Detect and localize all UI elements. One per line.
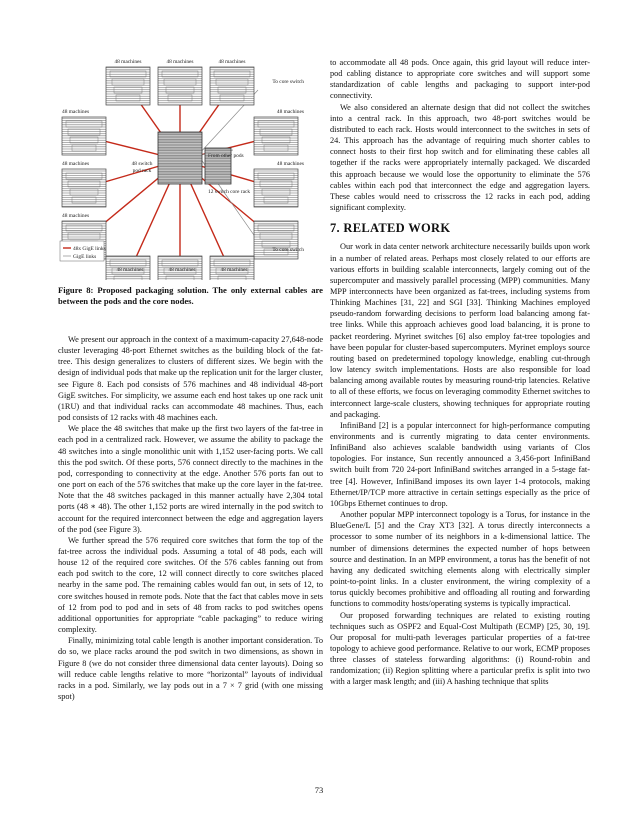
machine-rack [254,169,298,207]
paragraph: Our proposed forwarding techniques are related to existing routing techniques such as OSPF2 and Equal-Cost Multipath (ECMP) [25, 30, 19]. Our proposal for multi-path leverages particular properties of a fat-tree topology to achieve good performance. Relative to our work, ECMP proposes three classes of stateless forwarding algorithms: (i) Round-robin and randomization; (ii) Region splitting where a particular prefix is split into two with a larger mask length; and (iii) A hashing technique that splits [330,610,590,687]
paragraph: InfiniBand [2] is a popular interconnect for high-performance computing environments and is currently migrating to data center environments. InfiniBand also achieves scalable bandwidth using variants of Clos topologies. For instance, Sun recently announced a 3,456-port InfiniBand switch built from 720 24-port InfiniBand switches arranged in a 5-stage fat-tree [4]. However, InfiniBand imposes its own layer 1-4 protocols, making Ethernet/IP/TCP more attractive in certain settings especially as the price of 10Gbps Ethernet continues to drop. [330,420,590,508]
label-48-machines: 48 machines [218,59,246,65]
label-core-rack: 12 switch core rack [208,189,251,195]
label-48-machines: 48 machines [62,161,90,167]
paragraph: Another popular MPP interconnect topology is a Torus, for instance in the BlueGene/L [5] and the Cray XT3 [32]. A torus directly interconnects a processor to some number of its neighbors in a k-dimensional lattice. The number of dimensions determines the expected number of hops between source and destination. In an MPP environment, a torus has the benefit of not having any dedicated switching elements along with electrically simpler point-to-point links. In a cluster environment, the wiring complexity of a torus quickly becomes prohibitive and offloading all routing and forwarding functions to commodity hosts/operating systems is typically impractical. [330,510,590,609]
label-48-machines: 48 machines [166,59,194,65]
machine-rack [254,221,298,259]
machine-rack [254,117,298,155]
figure-caption: Figure 8: Proposed packaging solution. The only external cables are between the pods and the core nodes. [58,285,323,307]
paragraph: We place the 48 switches that make up the first two layers of the fat-tree in each pod in a centralized rack. However, we assume the ability to package the 48 switches into a single monolithic unit with 1,152 user-facing ports. We call this the pod switch. Of these ports, 576 connect directly to the machines in the pod, corresponding to connectivity at the edge. Another 576 ports fan out to one port on each of the 576 switches that make up the core layer in the fat-tree. Note that the 48 switches packaged in this manner actually have 2,304 total ports (48 ∗ 48). The other 1,152 ports are wired internally in the pod switch to account for the required interconnect between the edge and aggregation layers of the pod (see Figure 3). [58,424,323,534]
machine-rack [62,117,106,155]
paragraph: We further spread the 576 required core switches that form the top of the fat-tree across the individual pods. Assuming a total of 48 pods, each will house 12 of the required core switches. Of the 576 cables fanning out from each pod switch to the core, 12 will connect directly to core switches placed nearby in the same pod. The remaining cables would fan out, in sets of 12, to core switches housed in remote pods. Note that the fact that cables move in sets of 12 from pod to pod and in sets of 48 from racks to pod switches opens additional opportunities for appropriate “cable packaging” to reduce wiring complexity. [58,535,323,635]
right-column [330,57,590,688]
label-48-machines: 48 machines [62,213,90,219]
label-48-machines: 48 machines [168,267,196,273]
paragraph: We also considered an alternate design that did not collect the switches into a central rack. In this approach, two 48-port switches would be distributed to each rack. Hosts would interconnect to the switches in sets of 24. This approach has the advantage of requiring much shorter cables to connect hosts to their first hop switch and for eliminating these cables all together if the racks were appropriately internally packaged. We discarded this approach because we would lose the opportunity to eliminate the 576 cables within each pod that interconnect the edge and aggregation layers. These cables would need to crisscross the 12 racks in each pod, adding significant complexity. [330,102,590,213]
label-48-machines: 48 machines [220,267,248,273]
label-from-other-pods: From other pods [208,153,244,159]
figure-8 [58,55,308,280]
rack-body [254,169,298,207]
legend-label-48x: 48x GigE links [73,246,106,252]
rack-body [106,67,150,105]
left-column [58,334,323,702]
label-48-machines: 48 machines [62,109,90,115]
machine-rack [158,67,202,105]
rack-body [254,117,298,155]
legend [60,241,106,261]
rack-body [158,67,202,105]
paragraph: to accommodate all 48 pods. Once again, this grid layout will reduce inter-pod cabling distance to appropriate core switches and will support some standardization of cable lengths and packaging to support inter-pod connectivity. [330,58,590,101]
label-48-machines: 48 machines [276,109,304,115]
paragraph: Our work in data center network architecture necessarily builds upon work in a number of related areas. Perhaps most closely related to our efforts are various efforts in building scalable interconnects, largely coming out of the supercomputer and massively parallel processing (MPP) communities. Many MPP interconnects have been organized as fat-trees, including systems from Thinking Machines [31, 22] and SGI [33]. Thinking Machines employed pseudo-random forwarding decisions to perform load balancing among fat-tree links. While this approach achieves good load balancing, it is prone to packet reordering. Myrinet switches [6] also employ fat-tree topologies and have been popular for cluster-based supercomputers. Myrinet employs source routing based on predetermined topology knowledge, enabling cut-through low latency switch implementations. Hosts are also responsible for load balancing among available routes by measuring round-trip latencies. Relative to all of these efforts, we focus on leveraging commodity Ethernet switches to interconnect large-scale clusters, showing techniques for appropriate routing and packaging. [330,242,590,419]
label-48-machines: 48 machines [276,161,304,167]
legend-label-gige: GigE links [73,254,97,260]
label-48-machines: 48 machines [114,59,142,65]
page-number: 73 [314,785,324,795]
rack-body [254,221,298,259]
rack-body [210,67,254,105]
label-pod-rack: pod rack [132,168,152,174]
rack-body [62,117,106,155]
machine-rack [106,67,150,105]
section-title: 7. RELATED WORK [330,221,451,236]
rack-body [62,169,106,207]
label-to-core-switch: To core switch [272,79,304,85]
packaging-diagram [58,55,308,280]
paragraph: Finally, minimizing total cable length is another important consideration. To do so, we place racks around the pod switch in two dimensions, as shown in Figure 8 (we do not consider three dimensional data center layouts). Doing so will reduce cable lengths relative to more “horizontal” layouts of individual racks in a pod. Similarly, we lay pods out in a 7 × 7 grid (with one missing spot) [58,636,323,701]
label-48-machines: 48 machines [116,267,144,273]
label-to-core-switch: To core switch [272,247,304,253]
machine-rack [210,67,254,105]
label-pod-rack: 48 switch [131,161,153,167]
pod-switch-rack [158,132,202,184]
machine-rack [62,169,106,207]
paragraph: We present our approach in the context of a maximum-capacity 27,648-node cluster leveraging 48-port Ethernet switches as the building block of the fat-tree. This design generalizes to clusters of different sizes. We begin with the design of individual pods that make up the replication unit for the larger cluster, see Figure 8. Each pod consists of 576 machines and 48 individual 48-port GigE switches. For simplicity, we assume each end host takes up one rack unit (1RU) and that individual racks can accommodate 48 machines. Thus, each pod consists of 12 racks with 48 machines each. [58,335,323,423]
